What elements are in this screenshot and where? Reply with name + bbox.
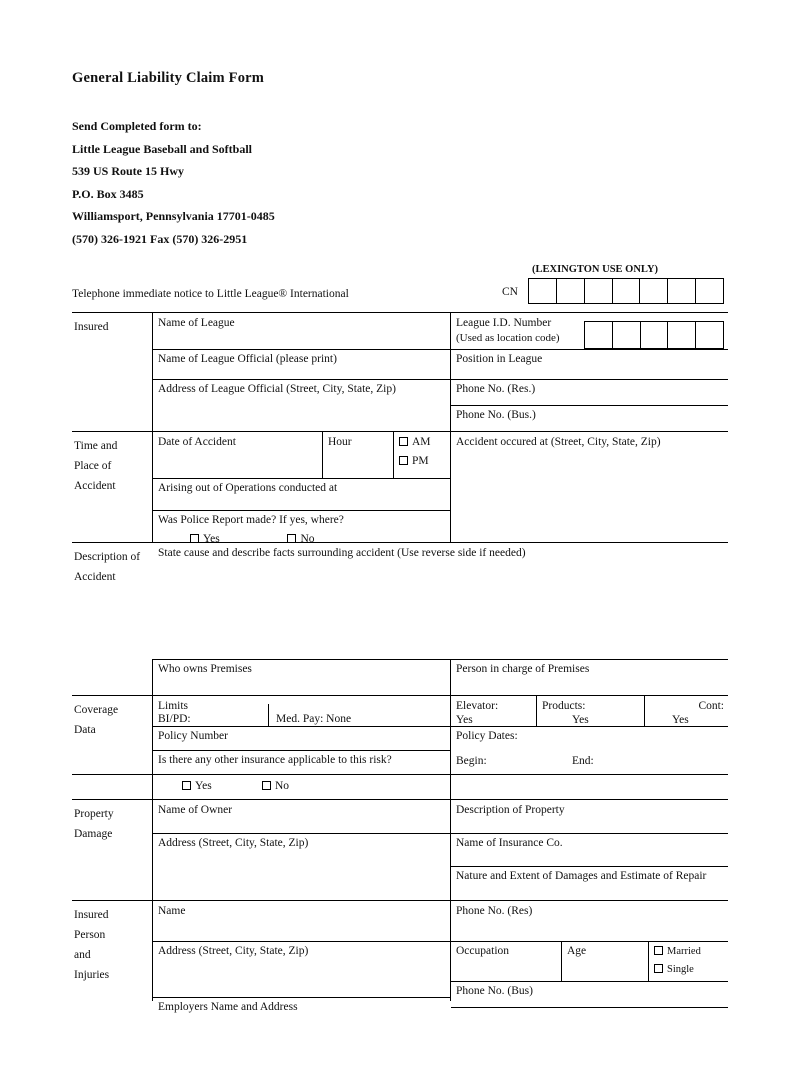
field-who-owns-premises[interactable] <box>153 659 450 695</box>
label-line: Accident <box>74 480 116 492</box>
checkbox-other-insurance-yes[interactable] <box>182 779 212 793</box>
send-to-block <box>72 115 728 250</box>
checkbox-icon[interactable] <box>399 437 408 446</box>
claim-form-grid <box>72 312 728 1013</box>
cn-cell[interactable] <box>696 279 723 303</box>
field-person-in-charge-of-premises[interactable] <box>451 659 728 695</box>
field-policy-number[interactable] <box>153 726 450 750</box>
checkbox-icon[interactable] <box>654 964 663 973</box>
field-label: Med. Pay: None <box>276 713 352 725</box>
divider <box>152 775 153 799</box>
field-label: Accident occured at (Street, City, State, Zip) <box>456 436 661 448</box>
field-other-insurance[interactable] <box>153 750 450 774</box>
coverage-other-insurance-answers <box>72 775 728 800</box>
field-description-of-property[interactable] <box>451 800 728 833</box>
field-label: Elevator: <box>456 700 499 712</box>
field-phone-res[interactable] <box>451 379 728 405</box>
send-to-line-5: (570) 326-1921 Fax (570) 326-2951 <box>72 231 248 246</box>
checkbox-single[interactable] <box>654 962 724 977</box>
field-label: Policy Number <box>158 730 228 742</box>
send-to-line-1: Little League Baseball and Softball <box>72 141 253 156</box>
checkbox-icon[interactable] <box>654 946 663 955</box>
field-address-of-league-official[interactable] <box>153 379 450 431</box>
field-policy-dates[interactable] <box>451 726 728 750</box>
field-police-report[interactable] <box>153 510 450 545</box>
checkbox-other-insurance-no[interactable] <box>262 779 289 793</box>
label-line: Coverage <box>74 704 119 716</box>
checkbox-label: Married <box>667 946 701 957</box>
field-label: Age <box>567 945 587 957</box>
field-label: Address (Street, City, State, Zip) <box>158 837 309 849</box>
field-am-pm[interactable] <box>394 432 450 478</box>
field-note: (Used as location code) <box>456 332 560 344</box>
value-elevator: Yes <box>456 714 473 726</box>
field-marital-status[interactable] <box>649 941 728 981</box>
field-label: Is there any other insurance applicable to this risk? <box>158 754 392 766</box>
field-begin[interactable] <box>456 754 487 768</box>
checkbox-label: Yes <box>195 780 212 792</box>
label-line: Place of <box>74 460 112 472</box>
field-label: Name of Insurance Co. <box>456 837 563 849</box>
section-description-of-accident <box>72 543 728 659</box>
field-nature-and-extent-of-damages[interactable] <box>451 866 728 900</box>
label-line: Data <box>74 724 96 736</box>
field-position-in-league[interactable] <box>451 349 728 379</box>
field-person-phone-bus[interactable] <box>451 981 728 1007</box>
cn-cell[interactable] <box>640 279 668 303</box>
field-label: Employers Name and Address <box>158 1001 298 1013</box>
field-label: BI/PD: <box>158 713 191 725</box>
field-med-pay[interactable] <box>276 712 351 726</box>
league-id-cell[interactable] <box>641 322 669 348</box>
label-line: Insured <box>74 909 109 921</box>
field-label: Products: <box>542 700 586 712</box>
checkbox-label: PM <box>412 455 429 467</box>
league-id-cell[interactable] <box>585 322 613 348</box>
field-date-of-accident[interactable] <box>153 432 322 478</box>
field-label: Position in League <box>456 353 543 365</box>
cn-cell[interactable] <box>557 279 585 303</box>
label-line: Property <box>74 808 114 820</box>
telephone-notice: Telephone immediate notice to Little League® International <box>72 288 349 300</box>
field-label: Limits <box>158 700 189 712</box>
field-label: Phone No. (Res) <box>456 905 533 917</box>
field-label: Policy Dates: <box>456 730 518 742</box>
checkbox-icon[interactable] <box>182 781 191 790</box>
field-label: Description of Property <box>456 804 565 816</box>
league-id-cell[interactable] <box>696 322 723 348</box>
field-label: State cause and describe facts surrounding accident (Use reverse side if needed) <box>158 547 526 559</box>
section-coverage-data <box>72 696 728 775</box>
checkbox-pm[interactable] <box>399 454 446 469</box>
field-label: Date of Accident <box>158 436 236 448</box>
form-sheet <box>72 70 728 1013</box>
cn-cell[interactable] <box>668 279 696 303</box>
section-property-damage <box>72 800 728 901</box>
field-label: Begin: <box>456 755 487 767</box>
label-line: Person <box>74 929 106 941</box>
lexington-use-only-label: (LEXINGTON USE ONLY) <box>532 264 659 275</box>
divider <box>268 704 269 726</box>
checkbox-icon[interactable] <box>262 781 271 790</box>
league-id-boxes[interactable] <box>584 321 724 349</box>
section-insured <box>72 313 728 432</box>
field-phone-bus[interactable] <box>451 405 728 431</box>
cn-label: CN <box>502 286 518 298</box>
label-line: Time and <box>74 440 118 452</box>
league-id-cell[interactable] <box>613 322 641 348</box>
send-to-line-2: 539 US Route 15 Hwy <box>72 164 185 178</box>
checkbox-label: No <box>275 780 290 792</box>
divider <box>451 1007 728 1008</box>
field-name-of-insurance-co[interactable] <box>451 833 728 866</box>
field-bipd[interactable] <box>158 712 191 726</box>
field-label: Phone No. (Bus.) <box>456 409 536 421</box>
label-line: Description of <box>74 551 141 563</box>
checkbox-label: AM <box>412 436 431 448</box>
field-end[interactable] <box>572 754 594 768</box>
field-occupation[interactable] <box>451 941 561 981</box>
section-label-property-damage <box>74 804 152 844</box>
cn-number-boxes[interactable] <box>528 278 724 304</box>
checkbox-icon[interactable] <box>287 534 296 543</box>
field-label: Occupation <box>456 945 510 957</box>
league-id-cell[interactable] <box>668 322 696 348</box>
cn-cell[interactable] <box>529 279 557 303</box>
checkbox-label: Yes <box>203 533 220 545</box>
section-label-time-place <box>74 436 152 496</box>
field-accident-occured-at[interactable] <box>451 432 728 542</box>
field-label: Arising out of Operations conducted at <box>158 482 338 494</box>
field-arising-out-of-operations[interactable] <box>153 478 450 510</box>
field-label: Hour <box>328 436 352 448</box>
field-name-of-league[interactable] <box>153 313 450 349</box>
label-line: Accident <box>74 571 116 583</box>
cn-cell[interactable] <box>585 279 613 303</box>
checkbox-icon[interactable] <box>190 534 199 543</box>
checkbox-married[interactable] <box>654 944 724 959</box>
field-employers-name-address[interactable] <box>153 997 450 1023</box>
field-label: Person in charge of Premises <box>456 663 590 675</box>
field-person-address[interactable] <box>153 941 450 997</box>
field-label: Name of League <box>158 317 235 329</box>
checkbox-label: Single <box>667 964 694 975</box>
section-label-insured-person <box>74 905 152 985</box>
value-cont: Yes <box>672 714 689 726</box>
cn-cell[interactable] <box>613 279 641 303</box>
label-line: and <box>74 949 91 961</box>
field-label: Was Police Report made? If yes, where? <box>158 514 344 526</box>
field-label: Address (Street, City, State, Zip) <box>158 945 309 957</box>
send-to-line-4: Williamsport, Pennsylvania 17701-0485 <box>72 209 275 223</box>
field-name-of-league-official[interactable] <box>153 349 450 379</box>
field-label: Phone No. (Res.) <box>456 383 536 395</box>
notice-row <box>72 264 728 310</box>
field-label: Name of League Official (please print) <box>158 353 337 365</box>
page-title: General Liability Claim Form <box>72 70 265 86</box>
field-label: League I.D. Number <box>456 317 552 329</box>
field-label: Name <box>158 905 186 917</box>
divider <box>450 775 451 799</box>
field-age[interactable] <box>562 941 648 981</box>
field-person-name[interactable] <box>153 901 450 941</box>
send-to-line-0: Send Completed form to: <box>72 119 202 133</box>
section-label-coverage <box>74 700 152 740</box>
field-label: Who owns Premises <box>158 663 252 675</box>
section-insured-person-injuries <box>72 901 728 1013</box>
field-label: Nature and Extent of Damages and Estimate of Repair <box>456 870 707 882</box>
field-property-address[interactable] <box>153 833 450 900</box>
field-label: Name of Owner <box>158 804 233 816</box>
field-label: Address of League Official (Street, City, State, Zip) <box>158 383 396 395</box>
label-line: Injuries <box>74 969 110 981</box>
field-person-phone-res[interactable] <box>451 901 728 941</box>
section-label-description <box>74 547 152 587</box>
field-label: Cont: <box>698 700 724 712</box>
field-name-of-owner[interactable] <box>153 800 450 833</box>
checkbox-am[interactable] <box>399 435 446 450</box>
section-label-insured: Insured <box>74 321 109 333</box>
section-premises <box>72 659 728 696</box>
section-time-and-place <box>72 432 728 543</box>
send-to-line-3: P.O. Box 3485 <box>72 186 144 201</box>
value-products: Yes <box>572 714 589 726</box>
field-label: End: <box>572 755 594 767</box>
field-label: Phone No. (Bus) <box>456 985 533 997</box>
label-line: Damage <box>74 828 113 840</box>
field-description-instruction[interactable] <box>153 543 728 659</box>
field-products[interactable] <box>537 696 644 726</box>
checkbox-icon[interactable] <box>399 456 408 465</box>
checkbox-label: No <box>300 533 315 545</box>
field-hour[interactable] <box>323 432 393 478</box>
